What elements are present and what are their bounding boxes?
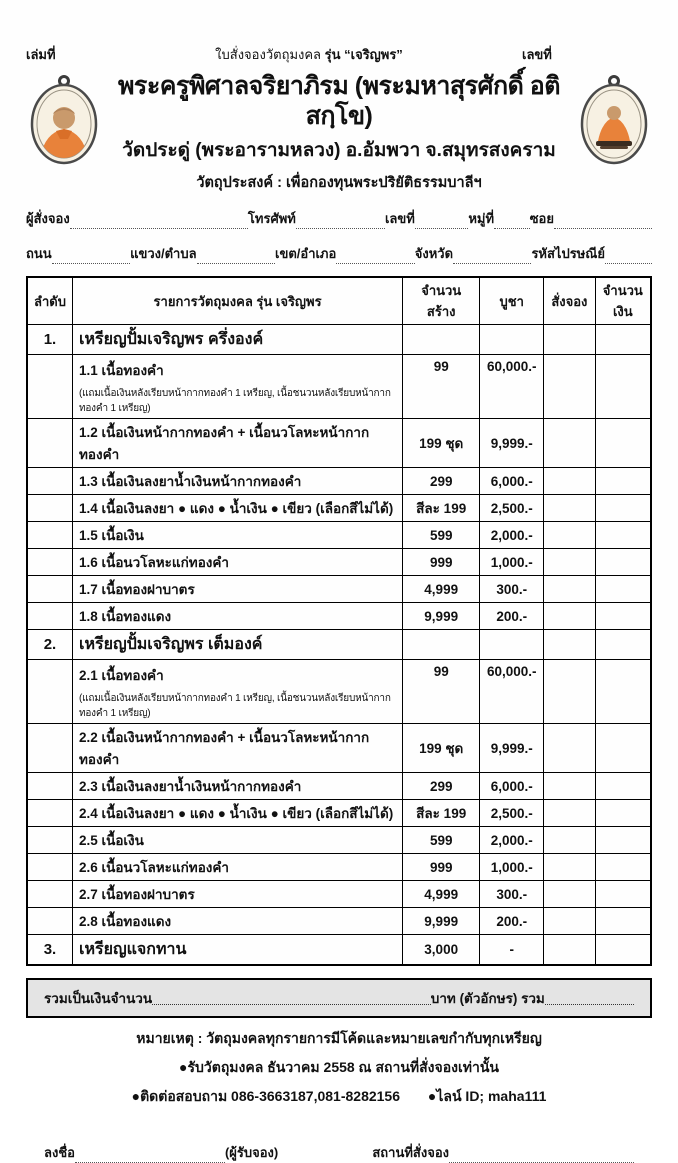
amount-cell [595, 724, 651, 773]
total-box [26, 978, 652, 1018]
table-row: 2.3 เนื้อเงินลงยาน้ำเงินหน้ากากทองคำ 299 6,000.- [27, 773, 651, 800]
receiver-label: (ผู้รับจอง) [224, 1145, 279, 1160]
road-field [52, 250, 130, 264]
orderer-label: ผู้สั่งจอง [26, 211, 70, 226]
order-cell [544, 495, 595, 522]
buyer-line-2 [26, 243, 652, 264]
amount-cell [595, 908, 651, 935]
buyer-line-1 [26, 208, 652, 229]
order-cell [544, 355, 595, 419]
table-row: 2.6 เนื้อนวโลหะแก่ทองคำ 999 1,000.- [27, 854, 651, 881]
amount-cell [595, 325, 651, 355]
table-row: 1.2 เนื้อเงินหน้ากากทองคำ + เนื้อนวโลหะหน้ากากทองคำ 199 ชุด 9,999.- [27, 419, 651, 468]
amount-cell [595, 549, 651, 576]
table-row: 1. เหรียญปั้มเจริญพร ครึ่งองค์ [27, 325, 651, 355]
phone-label: โทรศัพท์ [247, 211, 296, 226]
table-row: 2.1 เนื้อทองคำ (แถมเนื้อเงินหลังเรียบหน้ากากทองคำ 1 เหรียญ, เนื้อชนวนหลังเรียบหน้ากากทองคำ 1 เหรียญ) 99 60,000.- [27, 660, 651, 724]
sign-right [372, 1142, 634, 1163]
table-row: 2. เหรียญปั้มเจริญพร เต็มองค์ [27, 630, 651, 660]
amount-cell [595, 660, 651, 724]
col-made: จำนวนสร้าง [403, 277, 480, 325]
amount-cell [595, 800, 651, 827]
table-row: 2.4 เนื้อเงินลงยา ● แดง ● น้ำเงิน ● เขียว (เลือกสีไม่ได้) สีละ 199 2,500.- [27, 800, 651, 827]
sign-left [44, 1142, 278, 1163]
order-cell [544, 827, 595, 854]
col-amount: จำนวนเงิน [595, 277, 651, 325]
seated-monk-medallion-icon [578, 73, 650, 170]
moo-label: หมู่ที่ [468, 211, 495, 226]
title-block [26, 71, 652, 194]
district-label: เขต/อำเภอ [275, 246, 337, 261]
table-row: 2.2 เนื้อเงินหน้ากากทองคำ + เนื้อนวโลหะหน้ากากทองคำ 199 ชุด 9,999.- [27, 724, 651, 773]
order-cell [544, 724, 595, 773]
table-row: 1.4 เนื้อเงินลงยา ● แดง ● น้ำเงิน ● เขียว (เลือกสีไม่ได้) สีละ 199 2,500.- [27, 495, 651, 522]
items-table [26, 276, 652, 966]
table-row: 1.1 เนื้อทองคำ (แถมเนื้อเงินหลังเรียบหน้ากากทองคำ 1 เหรียญ, เนื้อชนวนหลังเรียบหน้ากากทองคำ 1 เหรียญ) 99 60,000.- [27, 355, 651, 419]
sign-label: ลงชื่อ [44, 1145, 75, 1160]
amount-cell [595, 773, 651, 800]
soi-label: ซอย [529, 211, 554, 226]
notes-section [26, 1028, 652, 1108]
col-price: บูชา [480, 277, 544, 325]
table-header-row [27, 277, 651, 325]
table-row: 2.8 เนื้อทองแดง 9,999 200.- [27, 908, 651, 935]
table-row: 3. เหรียญแจกทาน 3,000 - [27, 935, 651, 966]
amount-cell [595, 522, 651, 549]
road-label: ถนน [26, 246, 52, 261]
sign-field [75, 1149, 225, 1163]
order-cell [544, 419, 595, 468]
table-row: 2.5 เนื้อเงิน 599 2,000.- [27, 827, 651, 854]
order-cell [544, 908, 595, 935]
table-row: 1.3 เนื้อเงินลงยาน้ำเงินหน้ากากทองคำ 299 6,000.- [27, 468, 651, 495]
signature-row [26, 1142, 652, 1163]
item-note: (แถมเนื้อเงินหลังเรียบหน้ากากทองคำ 1 เหรียญ, เนื้อชนวนหลังเรียบหน้ากากทองคำ 1 เหรียญ) [78, 388, 391, 414]
page-title: พระครูพิศาลจริยาภิรม (พระมหาสุรศักดิ์ อติสกฺโข) [117, 72, 561, 130]
postcode-field [605, 250, 652, 264]
amount-cell [595, 881, 651, 908]
phone-field [296, 215, 385, 229]
remark-line: หมายเหตุ : วัตถุมงคลทุกรายการมีโค้ดและหมายเลขกำกับทุกเหรียญ [136, 1030, 542, 1046]
baht-text-label: บาท (ตัวอักษร) รวม [430, 991, 545, 1006]
table-row: 1.5 เนื้อเงิน 599 2,000.- [27, 522, 651, 549]
order-cell [544, 325, 595, 355]
place-field [449, 1149, 634, 1163]
amount-cell [595, 419, 651, 468]
amount-cell [595, 495, 651, 522]
order-cell [544, 630, 595, 660]
postcode-label: รหัสไปรษณีย์ [531, 246, 605, 261]
table-row: 1.8 เนื้อทองแดง 9,999 200.- [27, 603, 651, 630]
orderer-field [70, 215, 248, 229]
item-text: 2.1 เนื้อทองคำ [78, 668, 164, 683]
moo-field [494, 215, 530, 229]
series-label: รุ่น “เจริญพร” [324, 47, 403, 62]
table-row: 1.6 เนื้อนวโลหะแก่ทองคำ 999 1,000.- [27, 549, 651, 576]
form-title-text: ใบสั่งจองวัตถุมงคล [215, 47, 322, 62]
buyer-info [26, 208, 652, 264]
temple-subtitle: วัดประดู่ (พระอารามหลวง) อ.อัมพวา จ.สมุทรสงคราม [122, 140, 556, 161]
house-no-field [415, 215, 468, 229]
order-cell [544, 660, 595, 724]
soi-field [554, 215, 652, 229]
monk-bust-medallion-icon [28, 73, 100, 170]
amount-cell [595, 603, 651, 630]
contact-phones: ●ติดต่อสอบถาม 086-3663187,081-8282156 [131, 1088, 400, 1104]
district-field [336, 250, 414, 264]
place-label: สถานที่สั่งจอง [372, 1145, 449, 1160]
province-label: จังหวัด [414, 246, 454, 261]
purpose-line: วัตถุประสงค์ : เพื่อกองทุนพระปริยัติธรรมบาลีฯ [196, 175, 482, 191]
contact-line [26, 1086, 652, 1108]
amount-cell [595, 355, 651, 419]
col-item: รายการวัตถุมงคล รุ่น เจริญพร [72, 277, 402, 325]
amount-cell [595, 935, 651, 966]
order-cell [544, 468, 595, 495]
col-order: สั่งจอง [544, 277, 595, 325]
amount-cell [595, 630, 651, 660]
col-no: ลำดับ [27, 277, 72, 325]
item-text: 1.1 เนื้อทองคำ [78, 363, 164, 378]
total-sum-field [545, 991, 634, 1005]
order-cell [544, 800, 595, 827]
form-title [116, 44, 502, 65]
pickup-line: ●รับวัตถุมงคล ธันวาคม 2558 ณ สถานที่สั่งจองเท่านั้น [179, 1059, 499, 1075]
amount-cell [595, 854, 651, 881]
order-cell [544, 603, 595, 630]
house-no-label: เลขที่ [384, 211, 415, 226]
subdistrict-field [197, 250, 275, 264]
table-row: 1.7 เนื้อทองฝาบาตร 4,999 300.- [27, 576, 651, 603]
top-line [26, 44, 652, 65]
line-id: ●ไลน์ ID; maha111 [427, 1088, 547, 1104]
book-no-label: เล่มที่ [26, 47, 56, 62]
doc-no-label: เลขที่ [522, 47, 552, 62]
total-label: รวมเป็นเงินจำนวน [44, 991, 153, 1006]
amount-cell [595, 468, 651, 495]
amount-cell [595, 576, 651, 603]
table-row: 2.7 เนื้อทองฝาบาตร 4,999 300.- [27, 881, 651, 908]
province-field [453, 250, 531, 264]
titles [26, 71, 652, 194]
order-cell [544, 773, 595, 800]
item-note: (แถมเนื้อเงินหลังเรียบหน้ากากทองคำ 1 เหรียญ, เนื้อชนวนหลังเรียบหน้ากากทองคำ 1 เหรียญ) [78, 693, 391, 719]
order-cell [544, 576, 595, 603]
order-cell [544, 549, 595, 576]
order-cell [544, 522, 595, 549]
order-cell [544, 935, 595, 966]
order-cell [544, 854, 595, 881]
subdistrict-label: แขวง/ตำบล [130, 246, 197, 261]
amount-cell [595, 827, 651, 854]
total-amount-field [152, 991, 431, 1005]
order-cell [544, 881, 595, 908]
